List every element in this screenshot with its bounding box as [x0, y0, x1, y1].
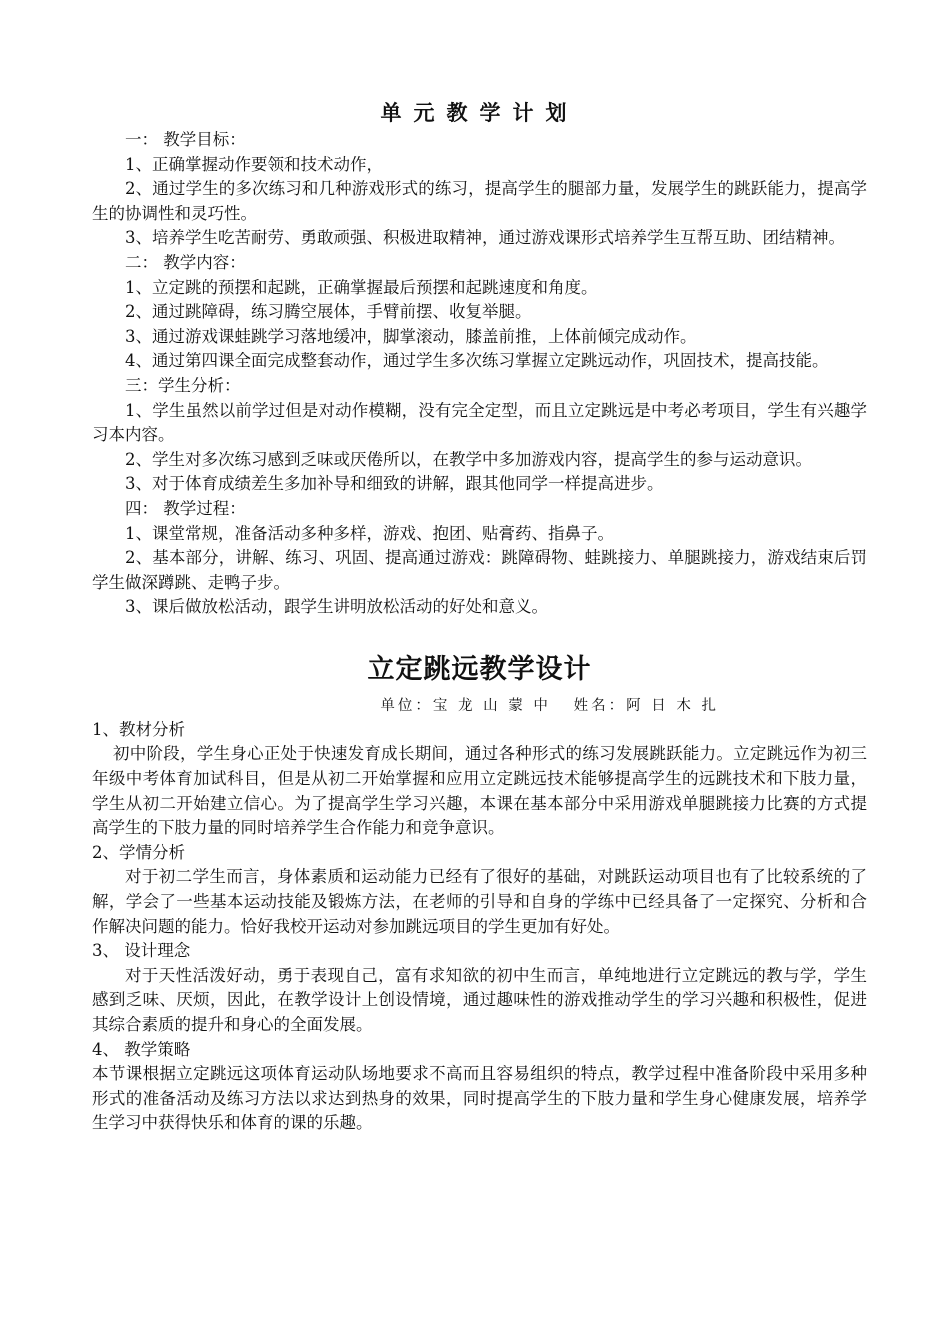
unit-label: 单位：宝 龙 山 蒙 中 — [380, 697, 551, 714]
content-item: 3、通过游戏课蛙跳学习落地缓冲，脚掌滚动，膝盖前推，上体前倾完成动作。 — [125, 326, 697, 346]
process-item: 1、课堂常规，准备活动多种多样，游戏、抱团、贴膏药、指鼻子。 — [125, 523, 614, 543]
unit-plan-title: 单元教学计划 — [380, 100, 579, 125]
objective-item: 2、通过学生的多次练习和几种游戏形式的练习，提高学生的腿部力量，发展学生的跳跃能力，提高学生的协调性和灵巧性。 — [92, 179, 867, 223]
author-line — [92, 694, 867, 718]
objective-item: 3、培养学生吃苦耐劳、勇敢顽强、积极进取精神，通过游戏课形式培养学生互帮互助、团结精神。 — [125, 228, 845, 248]
strategy-body: 本节课根据立定跳远这项体育运动队场地要求不高而且容易组织的特点，教学过程中准备阶段中采用多种形式的准备活动及练习方法以求达到热身的效果，同时提高学生的下肢力量和学生身心健康发展，培养学生学习中获得快乐和体育的课的乐趣。 — [92, 1064, 867, 1133]
objective-item: 1、正确掌握动作要领和技术动作， — [125, 154, 383, 174]
process-item: 2、基本部分，讲解、练习、巩固、提高通过游戏：跳障碍物、蛙跳接力、单腿跳接力，游戏结束后罚学生做深蹲跳、走鸭子步。 — [92, 548, 867, 592]
section-heading-concept: 3、 设计理念 — [92, 941, 191, 961]
content-item: 4、通过第四课全面完成整套动作，通过学生多次练习掌握立定跳远动作，巩固技术，提高技能。 — [125, 351, 829, 371]
section-heading-material: 1、教材分析 — [92, 719, 185, 739]
content-item: 1、立定跳的预摆和起跳，正确掌握最后预摆和起跳速度和角度。 — [125, 277, 598, 297]
analysis-item: 2、学生对多次练习感到乏味或厌倦所以，在教学中多加游戏内容，提高学生的参与运动意识。 — [125, 449, 812, 469]
concept-body: 对于天性活泼好动，勇于表现自己，富有求知欲的初中生而言，单纯地进行立定跳远的教与学，学生感到乏味、厌烦，因此，在教学设计上创设情境，通过趣味性的游戏推动学生的学习兴趣和积极性，促进其综合素质的提升和身心的全面发展。 — [92, 965, 867, 1034]
content-item: 2、通过跳障碍，练习腾空展体，手臂前摆、收复举腿。 — [125, 302, 532, 322]
section-heading-student: 2、学情分析 — [92, 842, 185, 862]
student-body: 对于初二学生而言，身体素质和运动能力已经有了很好的基础，对跳跃运动项目也有了比较系统的了解，学会了一些基本运动技能及锻炼方法，在老师的引导和自身的学练中已经具备了一定探究、分析和合作解决问题的能力。恰好我校开运动对参加跳远项目的学生更加有好处。 — [92, 867, 867, 936]
section-heading-content: 二： 教学内容： — [125, 252, 246, 272]
spacer — [92, 620, 867, 644]
section-heading-objectives: 一： 教学目标： — [125, 130, 246, 149]
design-title: 立定跳远教学设计 — [367, 653, 592, 685]
analysis-item: 1、学生虽然以前学过但是对动作模糊，没有完全定型，而且立定跳远是中考必考项目，学生有兴趣学习本内容。 — [92, 400, 867, 445]
analysis-item: 3、对于体育成绩差生多加补导和细致的讲解，跟其他同学一样提高进步。 — [125, 474, 664, 494]
material-body: 初中阶段，学生身心正处于快速发育成长期间，通过各种形式的练习发展跳跃能力。立定跳远作为初三年级中考体育加试科目，但是从初二开始掌握和应用立定跳远技术能够提高学生的远跳技术和下肢力量，学生从初二开始建立信心。为了提高学生学习兴趣，本课在基本部分中采用游戏单腿跳接力比赛的方式提高学生的下肢力量的同时培养学生合作能力和竞争意识。 — [92, 744, 867, 838]
section-heading-analysis: 三：学生分析： — [125, 375, 241, 395]
document-content — [92, 96, 867, 1136]
section-heading-process: 四： 教学过程： — [125, 498, 246, 518]
section-heading-strategy: 4、 教学策略 — [92, 1039, 191, 1059]
process-item: 3、课后做放松活动，跟学生讲明放松活动的好处和意义。 — [125, 597, 548, 617]
name-label: 姓名：阿 日 木 扎 — [573, 697, 719, 714]
